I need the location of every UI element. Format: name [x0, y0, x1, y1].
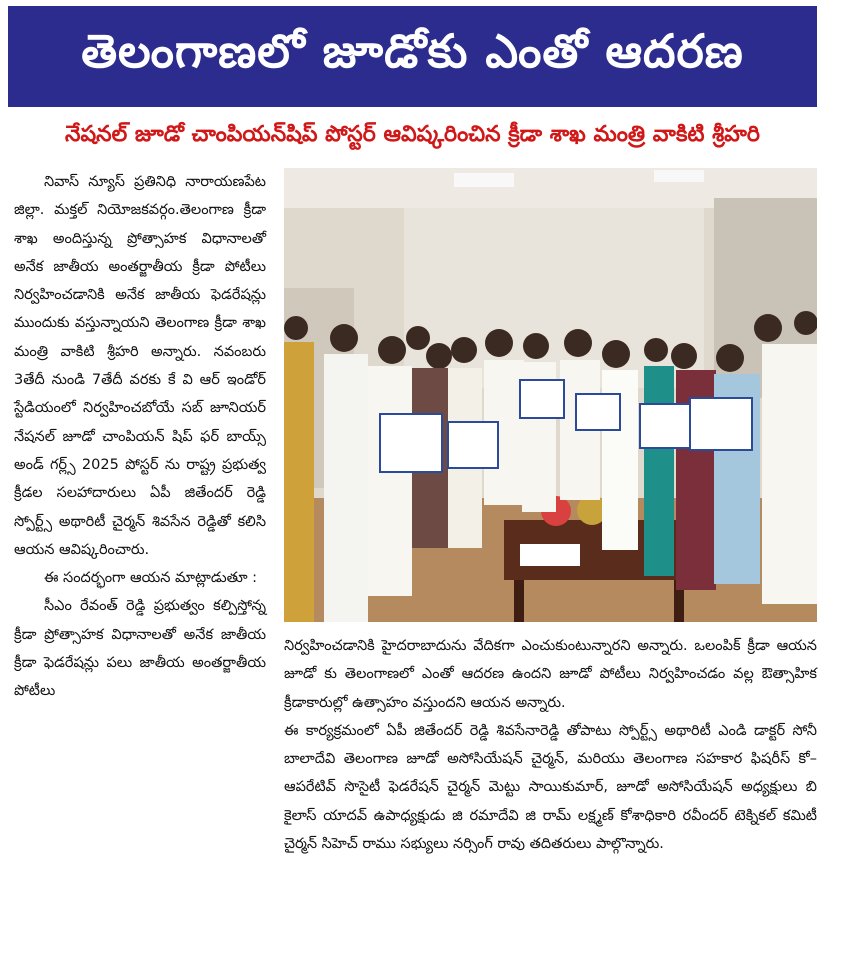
event-photo-illustration	[284, 168, 817, 622]
article-right-column	[284, 632, 817, 858]
article-paragraph-4: నిర్వహించడానికి హైదరాబాదును వేదికగా ఎంచుకుంటున్నారని అన్నారు. ఒలంపిక్ క్రీడా ఆయన జూడో కు తెలంగాణలో ఎంతో ఆదరణ ఉందని జూడో పోటీలు నిర్వహించడం వల్ల ఔత్సాహిక క్రీడాకారుల్లో ఉత్సాహం వస్తుందని ఆయన అన్నారు.	[284, 638, 817, 711]
headline-banner	[8, 6, 817, 107]
article-paragraph-2: ఈ సందర్భంగా ఆయన మాట్లాడుతూ :	[44, 570, 258, 587]
article-paragraph-3: సీఎం రేవంత్ రెడ్డి ప్రభుత్వం కల్పిస్తోన్న క్రీడా ప్రోత్సాహక విధానాలతో అనేక జాతీయ క్రీడా ఫెడరేషన్లు పలు జాతీయ అంతర్జాతీయ పోటీలు	[14, 598, 266, 700]
article-left-column	[14, 168, 266, 706]
event-photo	[284, 168, 817, 622]
article-paragraph-1: నివాస్ న్యూస్ ప్రతినిధి నారాయణపేట జిల్లా. మక్తల్ నియోజకవర్గం.తెలంగాణ క్రీడా శాఖ అందిస్తున్న ప్రోత్సాహక విధానాలతో అనేక జాతీయ అంతర్జాతీయ క్రీడా పోటీలు నిర్వహించడానికి అనేక జాతీయ ఫెడరేషన్లు ముందుకు వస్తున్నాయని తెలంగాణ క్రీడా శాఖ మంత్రి వాకిటి శ్రీహరి అన్నారు. నవంబరు 3తేదీ నుండి 7తేదీ వరకు కే వి ఆర్ ఇండోర్ స్టేడియంలో నిర్వహించబోయే సబ్ జూనియర్ నేషనల్ జూడో చాంపియన్ షిప్ ఫర్ బాయ్స్ అండ్ గర్ల్స్ 2025 పోస్టర్ ను రాష్ట్ర ప్రభుత్వ క్రీడల సలహాదారులు ఏపీ జితేందర్ రెడ్డి స్పోర్ట్స్ అథారిటీ చైర్మన్ శివసేన రెడ్డితో కలిసి ఆయన ఆవిష్కరించారు.	[14, 174, 266, 558]
headline: తెలంగాణలో జూడోకు ఎంతో ఆదరణ	[81, 23, 744, 78]
article-paragraph-5: ఈ కార్యక్రమంలో ఏపీ జితేందర్ రెడ్డి శివసేనారెడ్డి తోపాటు స్పోర్ట్స్ అథారిటీ ఎండి డాక్టర్ సోనీ బాలాదేవి తెలంగాణ జూడో అసోసియేషన్ చైర్మన్, మరియు తెలంగాణ సహకార ఫిషరీస్ కో–ఆపరేటివ్ సొసైటీ ఫెడరేషన్ చైర్మన్ మెట్టు సాయికుమార్, జూడో అసోసియేషన్ అధ్యక్షులు బి కైలాస్ యాదవ్ ఉపాధ్యక్షుడు జి రమాదేవి జి రామ్ లక్ష్మణ్ కోశాధికారి రవీందర్ టెక్నికల్ కమిటీ చైర్మన్ సిహెచ్ రాము సభ్యులు నర్సింగ్ రావు తదితరులు పాల్గొన్నారు.	[284, 722, 817, 853]
subheadline: నేషనల్ జూడో చాంపియన్‌షిప్ పోస్టర్ ఆవిష్కరించిన క్రీడా శాఖ మంత్రి వాకిటి శ్రీహరి	[65, 122, 760, 147]
